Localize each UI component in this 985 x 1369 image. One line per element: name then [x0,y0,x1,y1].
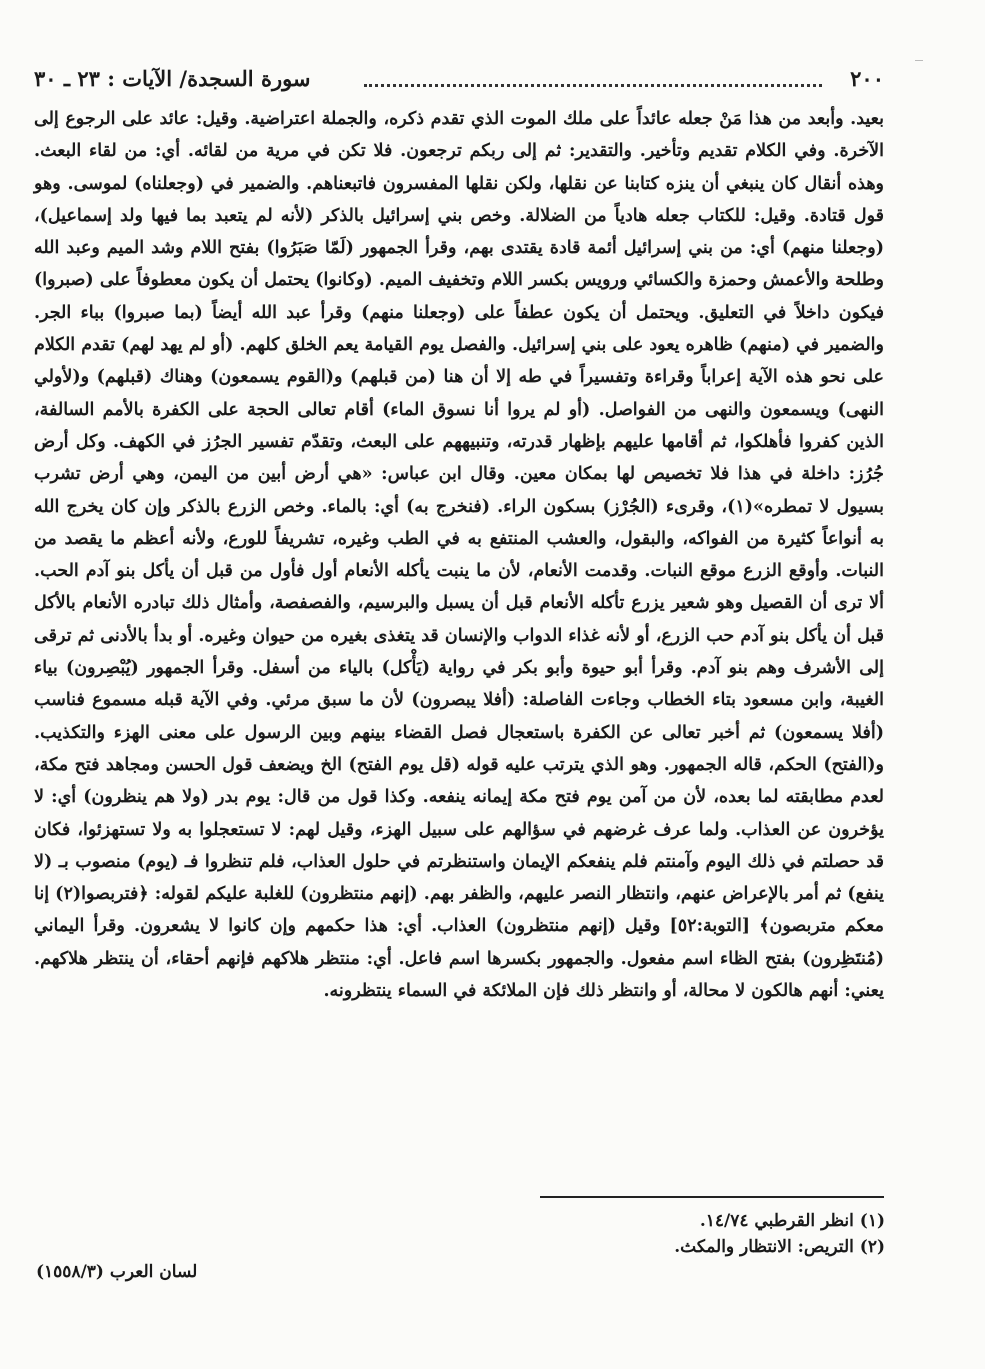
footnotes [485,1208,885,1260]
body-paragraph: بعيد. وأبعد من هذا مَنْ جعله عائداً على ملك الموت الذي تقدم ذكره، والجملة اعتراضية. وقيل: عائد على الرجوع إلى الآخرة. وفي الكلام تقديم وتأخير. والتقدير: ثم إلى ربكم ترجعون. فلا تكن في مرية من لقائه. أي: من لقاء البعث. وهذه أنقال كان ينبغي أن ينزه كتابنا عن نقلها، ولكن نقلها المفسرون فاتبعناهم. والضمير في (وجعلناه) لموسى. وهو قول قتادة. وقيل: للكتاب جعله هادياً من الضلالة. وخص بني إسرائيل بالذكر (لأنه لم يتعبد بما فيها ولد إسماعيل)، (وجعلنا منهم) أي: من بني إسرائيل أئمة قادة يقتدى بهم، وقرأ الجمهور (لَمّا صَبَرُوا) بفتح اللام وشد الميم وعبد الله وطلحة والأعمش وحمزة والكسائي ورويس بكسر اللام وتخفيف الميم. (وكانوا) يحتمل أن يكون معطوفاً على (صبروا) فيكون داخلاً في التعليق. ويحتمل أن يكون عطفاً على (وجعلنا منهم) وقرأ عبد الله أيضاً (بما صبروا) بباء الجر. والضمير في (منهم) ظاهره يعود على بني إسرائيل. والفصل يوم القيامة يعم الخلق كلهم. (أو لم يهد لهم) تقدم الكلام على نحو هذه الآية إعراباً وقراءة وتفسيراً في طه إلا أن هنا (من قبلهم) و(القوم يسمعون) وهناك (قبلهم) و(لأولي النهى) ويسمعون والنهى من الفواصل. (أو لم يروا أنا نسوق الماء) أقام تعالى الحجة على الكفرة بالأمم السالفة، الذين كفروا فأهلكوا، ثم أقامها عليهم بإظهار قدرته، وتنبيههم على البعث، وتقدّم تفسير الجرُز في الكهف. وكل أرض جُرُز: داخلة في هذا فلا تخصيص لها بمكان معين. وقال ابن عباس: «هي أرض أبين من اليمن، وهي أرض تشرب بسيول لا تمطره»(١)، وقرىء (الجُرْز) بسكون الراء. (فنخرج به) أي: بالماء. وخص الزرع بالذكر وإن كان يخرج الله به أنواعاً كثيرة من الفواكه، والبقول، والعشب المنتفع به في الطب وغيره، تشريفاً للورع، ولأنه أعظم ما يقصد من النبات. وأوقع الزرع موقع النبات. وقدمت الأنعام، لأن ما ينبت يأكله الأنعام أول فأول من قبل أن يأكل بنو آدم الحب. ألا ترى أن القصيل وهو شعير يزرع تأكله الأنعام قبل أن يسبل والبرسيم، والفصفصة، وأمثال ذلك تبادره الأنعام بالأكل قبل أن يأكل بنو آدم حب الزرع، أو لأنه غذاء الدواب والإنسان قد يتغذى بغيره من حيوان وغيره. أو بدأ بالأدنى ثم ترقى إلى الأشرف وهم بنو آدم. وقرأ أبو حيوة وأبو بكر في رواية (يَأْكل) بالياء من أسفل. وقرأ الجمهور (يُبْصِرون) بياء الغيبة، وابن مسعود بتاء الخطاب وجاءت الفاصلة: (أفلا يبصرون) لأن ما سبق مرئي. وفي الآية قبله مسموع فناسب (أفلا يسمعون) ثم أخبر تعالى عن الكفرة باستعجال فصل القضاء بينهم وبين الرسول على معنى الهزء والتكذيب. و(الفتح) الحكم، قاله الجمهور. وهو الذي يترتب عليه قوله (قل يوم الفتح) الخ ويضعف قول الحسن ومجاهد فتح مكة، لعدم مطابقته لما بعده، لأن من آمن يوم فتح مكة إيمانه ينفعه. وكذا قول من قال: يوم بدر (ولا هم ينظرون) أي: لا يؤخرون عن العذاب. ولما عرف غرضهم في سؤالهم على سبيل الهزء، وقيل لهم: لا تستعجلوا به ولا تستهزئوا، فكان قد حصلتم في ذلك اليوم وآمنتم فلم ينفعكم الإيمان واستنظرتم في حلول العذاب، فلم تنظروا فـ (يوم) منصوب بـ (لا ينفع) ثم أمر بالإعراض عنهم، وانتظار النصر عليهم، والظفر بهم. (إنهم منتظرون) للغلبة عليكم لقوله: ﴿فتربصوا(٢) إنا معكم متربصون﴾ [التوبة:٥٢] وقيل (إنهم منتظرون) العذاب. أي: هذا حكمهم وإن كانوا لا يشعرون. وقرأ اليماني (مُنتَظِرون) بفتح الظاء اسم مفعول. والجمهور بكسرها اسم فاعل. أي: منتظر هلاكهم فإنهم أحقاء، أن ينتظر هلاكهم. يعني: أنهم هالكون لا محالة، أو وانتظر ذلك فإن الملائكة في السماء ينتظرونه. [34,109,885,1002]
page-number: ٢٠٠ [850,66,884,91]
header-dotted-leader [364,84,822,87]
footnote-separator [540,1196,884,1198]
source-note: لسان العرب (١٥٥٨/٣) [36,1262,198,1282]
scan-mark [915,60,923,67]
running-title: سورة السجدة/ الآيات : ٢٣ ـ ٣٠ [34,66,311,91]
page-header [34,66,884,100]
footnote-2: (٢) التريص: الانتظار والمكث. [674,1237,885,1257]
main-text [34,103,884,1007]
footnote-1: (١) انظر القرطبي ١٤/٧٤. [699,1211,885,1231]
